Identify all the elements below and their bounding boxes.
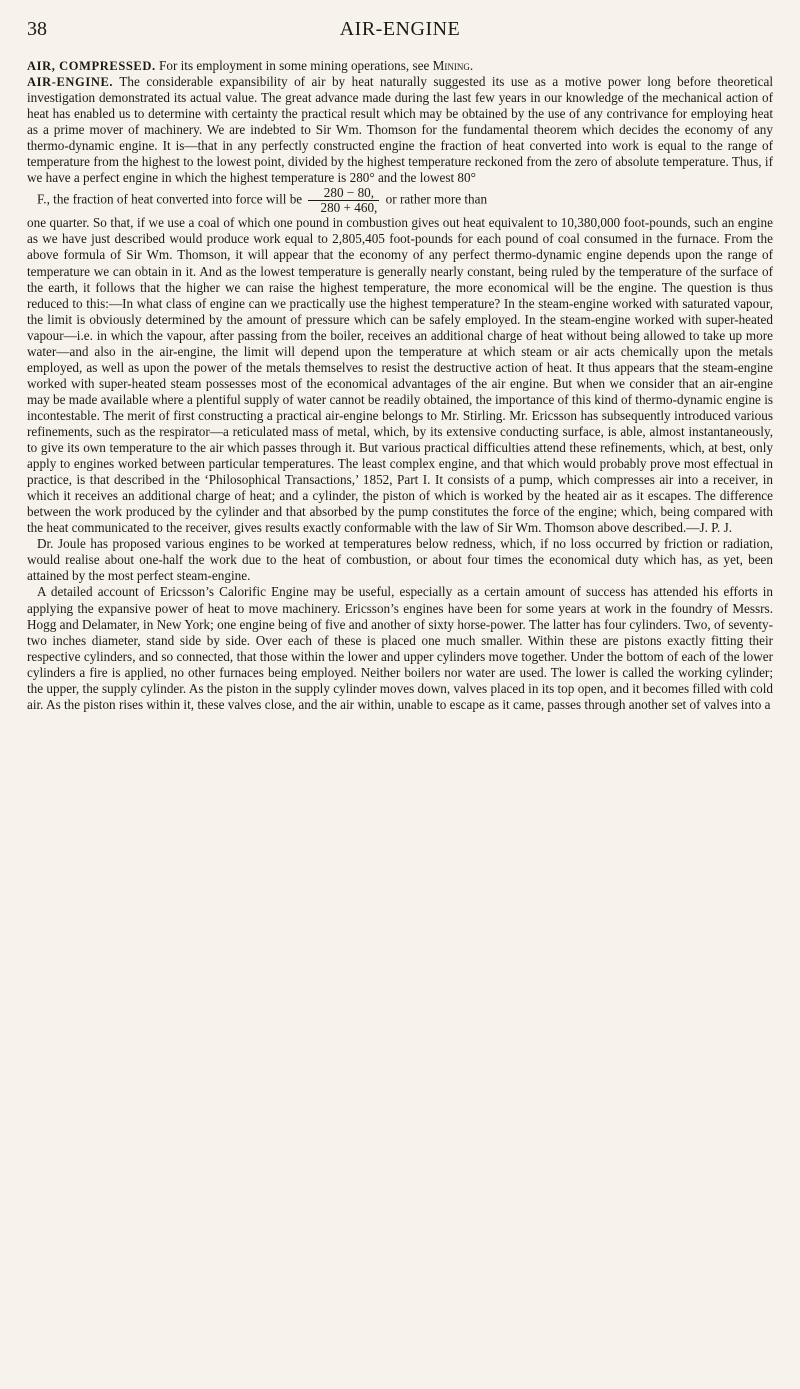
headword-air-compressed: AIR, COMPRESSED. <box>27 59 156 73</box>
formula-line <box>27 186 773 215</box>
entry-air-compressed <box>27 58 773 74</box>
cross-reference: Mining. <box>432 58 474 73</box>
fraction-denominator: 280 + 460, <box>320 200 378 216</box>
headword-air-engine: AIR-ENGINE. <box>27 75 114 90</box>
formula-trail: or rather more than <box>385 191 488 207</box>
fraction <box>308 186 379 215</box>
page-number: 38 <box>27 18 47 40</box>
paragraph-continuation: one quarter. So that, if we use a coal of which one pound in combustion gives out heat equivalent to 10,380,000 foot-pounds, such an engine as we have just described would produce work equal to 2,805,405 foot-pounds for each pound of coal consumed in the furnace. From the above formula of Sir Wm. Thomson, it will appear that the economy of any perfect thermo-dynamic engine depends upon the range of temperature we can obtain in it. And as the lowest temperature is generally nearly constant, being ruled by the temperature of the surface of the earth, it follows that the higher we can raise the highest temperature, the more economical will be the engine. The question is thus reduced to this:—In what class of engine can we practically use the highest temperature? In the steam-engine worked with saturated vapour, the limit is obviously determined by the amount of pressure which can be safely employed. In the steam-engine worked with super-heated vapour—i.e. in which the vapour, after passing from the boiler, receives an additional charge of heat without being allowed to take up more water—and also in the air-engine, the limit will depend upon the temperature at which steam or air acts chemically upon the metals employed, as well as upon the power of the metals themselves to resist the destructive action of heat. It thus appears that the steam-engine worked with super-heated steam possesses most of the economical advantages of the air engine. But when we consider that an air-engine may be made available where a plentiful supply of water cannot be readily obtained, the importance of this kind of thermo-dynamic engine is incontestable. The merit of first constructing a practical air-engine belongs to Mr. Stirling. Mr. Ericsson has subsequently introduced various refinements, such as the respirator—a reticulated mass of metal, which, by its extensive conducting surface, is able, almost instantaneously, to give its own temperature to the air which passes through it. But various practical difficulties attend these refinements, which, at best, only apply to engines worked between particular temperatures. The least complex engine, and that which would probably prove most effectual in practice, is that described in the ‘Philosophical Transactions,’ 1852, Part I. It consists of a pump, which compresses air into a receiver, in which it receives an additional charge of heat; and a cylinder, the piston of which is worked by the heated air as it escapes. The difference between the work produced by the cylinder and that absorbed by the pump constitutes the force of the engine; which, being compared with the heat communicated to the receiver, gives results exactly conformable with the law of Sir Wm. Thomson above described.—J. P. J. <box>27 215 773 536</box>
entry-text: For its employment in some mining operations, see <box>159 58 430 73</box>
paragraph-text: The considerable expansibility of air by heat naturally suggested its use as a motive power long before theoretical investigation demonstrated its actual value. The great advance made during the last few years in our knowledge of the mechanical action of heat has enabled us to determine with certainty the practical result which may be obtained by the use of any contrivance for employing heat as a prime mover of machinery. We are indebted to Sir Wm. Thomson for the fundamental theorem which decides the economy of any thermo-dynamic engine. It is—that in any perfectly constructed engine the fraction of heat converted into work is equal to the range of temperature from the highest to the lowest point, divided by the highest temperature reckoned from the zero of absolute temperature. Thus, if we have a perfect engine in which the highest temperature is 280° and the lowest 80° <box>27 74 773 186</box>
page-body <box>27 58 773 713</box>
running-title: AIR-ENGINE <box>339 18 461 40</box>
paragraph-ericsson: A detailed account of Ericsson’s Calorific Engine may be useful, especially as a certain amount of success has attended his efforts in applying the expansive power of heat to move machinery. Ericsson’s engines have been for some years at work in the foundry of Messrs. Hogg and Delamater, in New York; one engine being of five and another of sixty horse-power. The latter has four cylinders. Two, of seventy-two inches diameter, stand side by side. Over each of these is placed one much smaller. Within these are pistons exactly fitting their respective cylinders, and so connected, that those within the lower and upper cylinders move together. Under the bottom of each of the lower cylinders a fire is applied, no other furnaces being employed. Neither boilers nor water are used. The lower is called the working cylinder; the upper, the supply cylinder. As the piston in the supply cylinder moves down, valves placed in its top open, and it becomes filled with cold air. As the piston rises within it, these valves close, and the air within, unable to escape as it came, passes through another set of valves into a <box>27 584 773 712</box>
paragraph-joule: Dr. Joule has proposed various engines to be worked at temperatures below redness, which, if no loss occurred by friction or radiation, would realise about one-half the work due to the heat of combustion, or about four times the economical duty which has, as yet, been attained by the most perfect steam-engine. <box>27 536 773 584</box>
fraction-numerator: 280 − 80, <box>308 186 379 201</box>
formula-lead: F., the fraction of heat converted into force will be <box>37 191 303 207</box>
page-header <box>27 14 773 44</box>
entry-air-engine <box>27 74 773 186</box>
